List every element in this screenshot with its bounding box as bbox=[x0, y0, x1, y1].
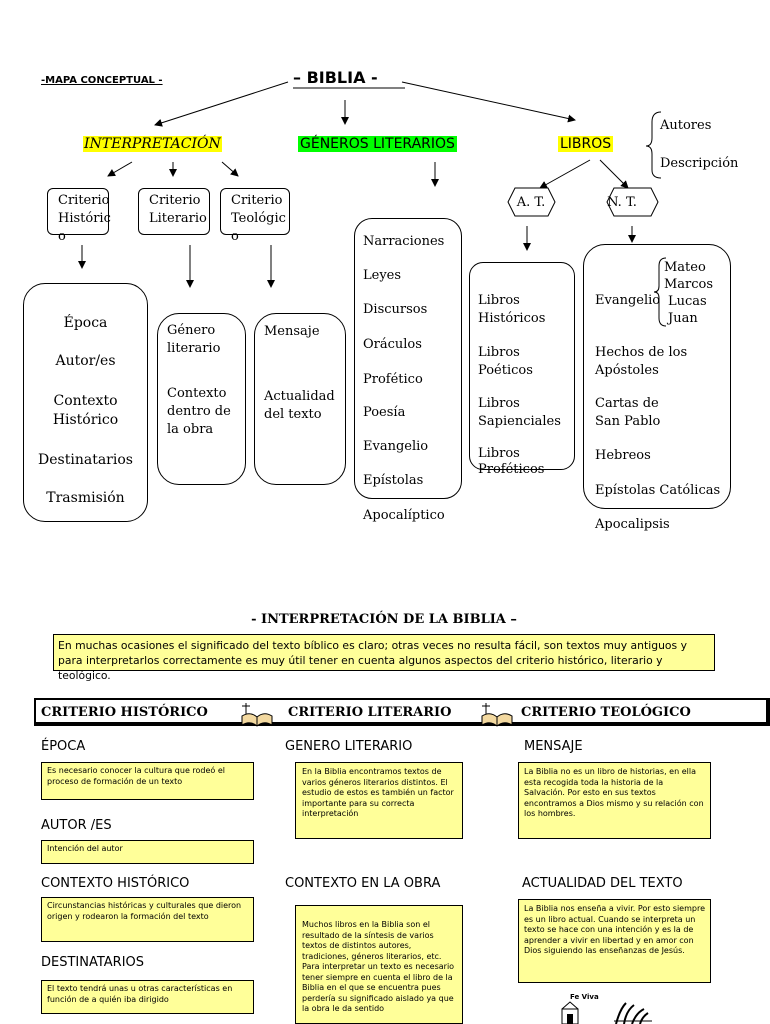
nt-item-hebreos: Hebreos bbox=[595, 448, 651, 463]
nt-evangelista: Juan bbox=[668, 311, 698, 326]
fe-viva-text: Fe Viva bbox=[570, 993, 599, 1001]
generos-item: Narraciones bbox=[363, 234, 445, 249]
historico-item-contexto: Contexto Histórico bbox=[52, 393, 119, 428]
historico-autor-note bbox=[41, 840, 254, 864]
header-historico: CRITERIO HISTÓRICO bbox=[41, 705, 208, 720]
criterio-teologico-box bbox=[220, 188, 290, 244]
generos-item: Evangelio bbox=[363, 439, 429, 454]
historico-autor-heading: AUTOR /ES bbox=[41, 818, 112, 833]
historico-items-box bbox=[23, 283, 148, 522]
bible-cross-icon bbox=[238, 700, 276, 730]
historico-contexto-heading: CONTEXTO HISTÓRICO bbox=[41, 876, 190, 891]
literario-genero-note bbox=[295, 762, 463, 839]
header-teologico: CRITERIO TEOLÓGICO bbox=[521, 705, 691, 720]
nt-item-apocalipsis: Apocalipsis bbox=[595, 517, 670, 532]
historico-item-destinatarios: Destinatarios bbox=[38, 452, 133, 468]
generos-item: Oráculos bbox=[363, 337, 422, 352]
generos-label: GÉNEROS LITERARIOS bbox=[300, 136, 455, 152]
teologico-mensaje-heading: MENSAJE bbox=[524, 739, 583, 754]
nt-evangelista: Marcos bbox=[664, 277, 714, 292]
criterio-historico-label: Criterio Históric o bbox=[58, 193, 111, 244]
historico-epoca-heading: ÉPOCA bbox=[41, 739, 86, 754]
nt-evangelio: Evangelio bbox=[595, 293, 661, 308]
literario-contexto-note-text: Muchos libros en la Biblia son el resultado de la síntesis de varios textos de distintos autores, tradiciones, géneros literarios, etc. Para interpretar un texto es necesario tener siempre en cuenta el libro de la Biblia en el que se encuentra pues perdería su significado aislado ya que la obra le da sentido bbox=[302, 920, 455, 1013]
historico-autor-note-text: Intención del autor bbox=[47, 844, 123, 853]
literario-items-box bbox=[157, 313, 246, 485]
teologico-mensaje-note bbox=[518, 762, 711, 839]
historico-epoca-note bbox=[41, 762, 254, 800]
historico-item-autores: Autor/es bbox=[55, 353, 116, 369]
generos-item: Discursos bbox=[363, 302, 428, 317]
literario-item-contexto: Contexto dentro de la obra bbox=[167, 386, 231, 437]
at-item-poeticos: Libros Poéticos bbox=[478, 345, 533, 378]
section-title: - INTERPRETACIÓN DE LA BIBLIA – bbox=[251, 612, 517, 627]
generos-item: Profético bbox=[363, 372, 423, 387]
map-label: -MAPA CONCEPTUAL - bbox=[41, 75, 163, 86]
bible-cross-icon bbox=[478, 700, 516, 730]
church-icon bbox=[556, 999, 666, 1024]
criterio-historico-box bbox=[47, 188, 111, 244]
intro-box bbox=[53, 634, 715, 682]
interpretacion-label: INTERPRETACIÓN bbox=[84, 136, 221, 152]
literario-item-genero: Género literario bbox=[167, 323, 221, 356]
nt-item-epistolas: Epístolas Católicas bbox=[595, 483, 721, 498]
historico-destinatarios-note bbox=[41, 980, 254, 1014]
historico-epoca-note-text: Es necesario conocer la cultura que rodeó el proceso de formación de un texto bbox=[47, 766, 226, 786]
literario-genero-heading: GENERO LITERARIO bbox=[285, 739, 413, 754]
generos-items-box bbox=[354, 218, 462, 499]
at-item-profeticos: Libros Proféticos bbox=[478, 446, 545, 477]
generos-item: Epístolas bbox=[363, 473, 424, 488]
at-item-historicos: Libros Históricos bbox=[478, 293, 546, 326]
teologico-actualidad-note bbox=[518, 899, 711, 983]
libros-side-descripcion: Descripción bbox=[660, 156, 739, 171]
criterio-teologico-label: Criterio Teológic o bbox=[231, 193, 286, 244]
generos-item: Leyes bbox=[363, 268, 402, 283]
map-title: – BIBLIA - bbox=[293, 68, 378, 87]
historico-destinatarios-heading: DESTINATARIOS bbox=[41, 955, 145, 970]
historico-destinatarios-note-text: El texto tendrá unas u otras características en función de a quién iba dirigido bbox=[47, 984, 233, 1004]
literario-contexto-note bbox=[295, 905, 463, 1024]
teologico-item-mensaje: Mensaje bbox=[264, 324, 320, 339]
teologico-actualidad-note-text: La Biblia nos enseña a vivir. Por esto siempre es un libro actual. Cuando se interpreta un texto se hace con una intención y es la de aprender a vivir en libertad y en amor con Dios siguiendo las enseñanzas de Jesús. bbox=[524, 904, 706, 955]
teologico-mensaje-note-text: La Biblia no es un libro de historias, en ella esta recogida toda la historia de la Salvación. Por esto en sus textos encontramos a Dios mismo y su relación con los hombres. bbox=[524, 767, 704, 818]
nt-label: N. T. bbox=[607, 195, 637, 210]
historico-item-trasmision: Trasmisión bbox=[46, 490, 125, 506]
teologico-items-box bbox=[254, 313, 346, 485]
nt-evangelista: Lucas bbox=[668, 294, 707, 309]
historico-item-epoca: Época bbox=[63, 315, 108, 331]
criterio-literario-label: Criterio Literario bbox=[149, 193, 207, 226]
historico-contexto-note-text: Circunstancias históricas y culturales que dieron origen y rodearon la formación del texto bbox=[47, 901, 242, 921]
intro-text: En muchas ocasiones el significado del texto bíblico es claro; otras veces no resulta fácil, son textos muy antiguos y para interpretarlos correctamente es muy útil tener en cuenta algunos aspectos del criterio histórico, literario y teológico. bbox=[58, 639, 687, 682]
historico-contexto-note bbox=[41, 897, 254, 942]
nt-item-cartas: Cartas de San Pablo bbox=[595, 396, 661, 429]
at-label: A. T. bbox=[516, 195, 546, 210]
libros-label: LIBROS bbox=[560, 136, 612, 152]
header-literario: CRITERIO LITERARIO bbox=[288, 705, 452, 720]
at-item-sapienciales: Libros Sapienciales bbox=[478, 396, 561, 429]
nt-evangelista: Mateo bbox=[664, 260, 706, 275]
criterio-literario-box bbox=[138, 188, 210, 235]
fe-viva-clipart bbox=[556, 991, 666, 1024]
nt-item-hechos: Hechos de los Apóstoles bbox=[595, 345, 688, 378]
libros-side-autores: Autores bbox=[660, 118, 712, 133]
literario-contexto-heading: CONTEXTO EN LA OBRA bbox=[285, 876, 441, 891]
generos-item: Poesía bbox=[363, 405, 406, 420]
generos-item: Apocalíptico bbox=[363, 508, 445, 523]
teologico-item-actualidad: Actualidad del texto bbox=[264, 389, 335, 422]
teologico-actualidad-heading: ACTUALIDAD DEL TEXTO bbox=[522, 876, 683, 891]
literario-genero-note-text: En la Biblia encontramos textos de varios géneros literarios distintos. El estudio de estos es también un factor importante para su correcta interpretación bbox=[302, 767, 454, 818]
